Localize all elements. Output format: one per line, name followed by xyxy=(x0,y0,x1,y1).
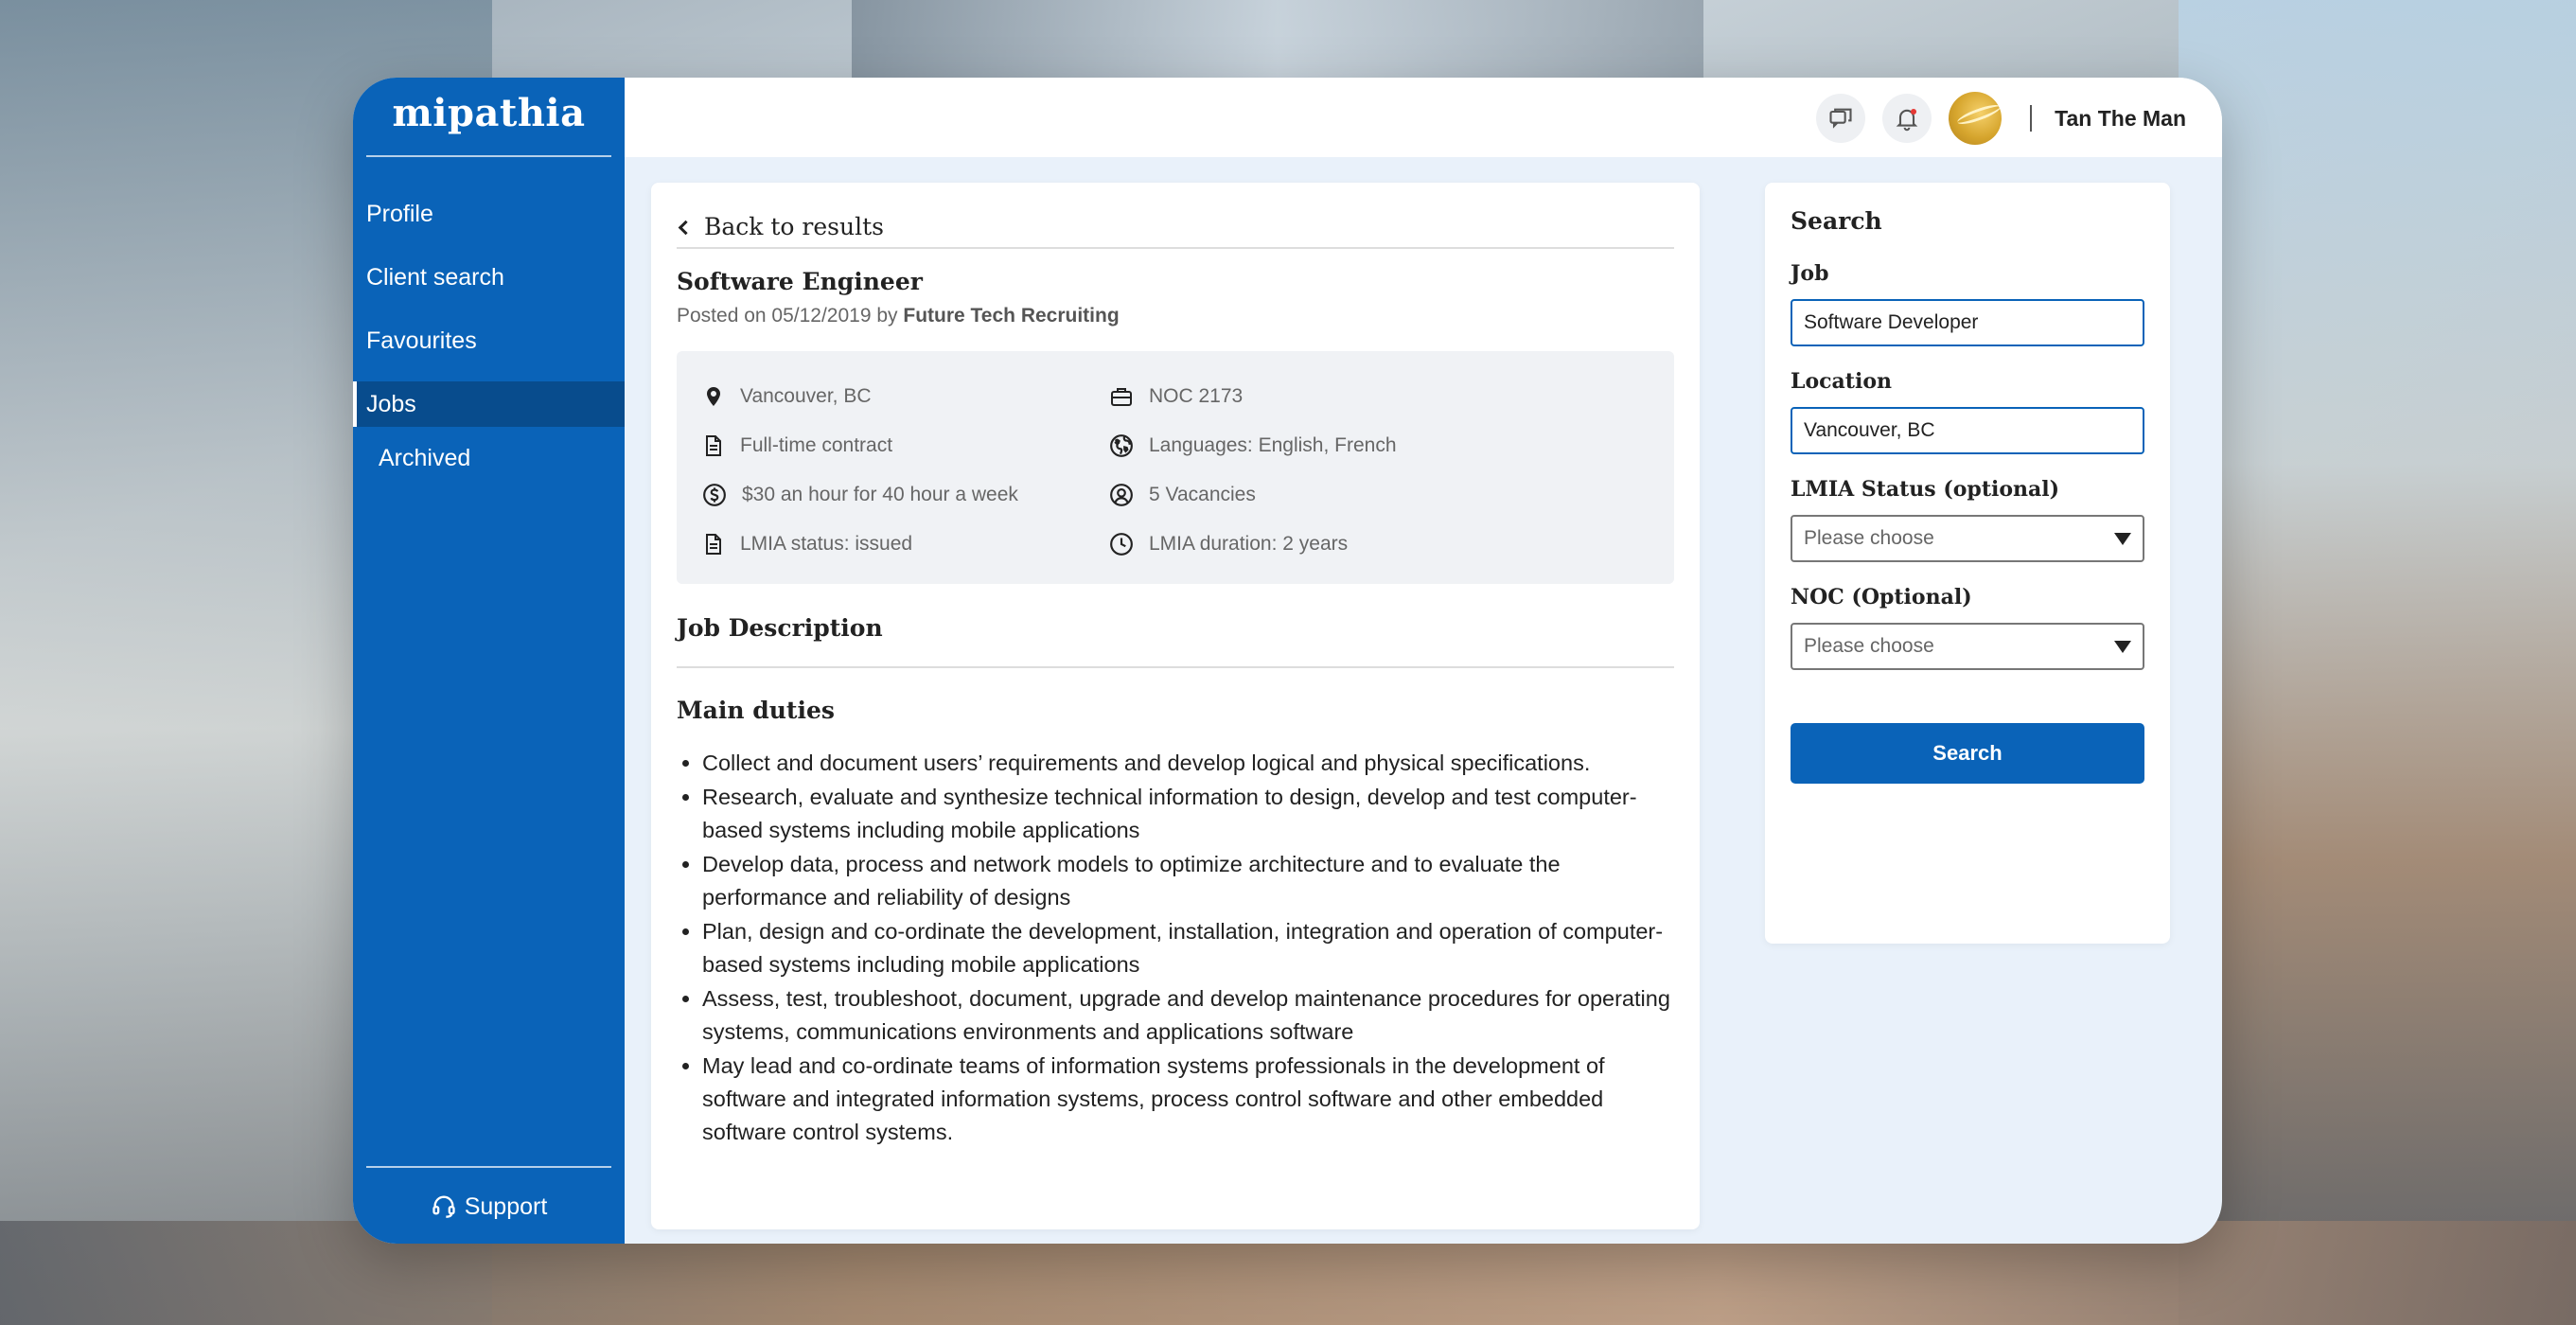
fact-location xyxy=(702,384,1109,409)
fact-lmia-status-text: LMIA status: issued xyxy=(740,533,913,555)
fact-vacancies xyxy=(1109,483,1649,507)
logo-divider xyxy=(366,155,611,157)
duties-list xyxy=(677,747,1674,1149)
fact-noc-text: NOC 2173 xyxy=(1149,385,1244,407)
job-label: Job xyxy=(1791,261,1829,286)
job-detail-card xyxy=(651,183,1700,1229)
header-divider xyxy=(2030,105,2032,132)
lmia-status-value: Please choose xyxy=(1804,527,1934,549)
sidebar-item-archived[interactable]: Archived xyxy=(379,445,471,471)
list-item: • Develop data, process and network models to optimize architecture and to evaluate the performance and reliability of designs xyxy=(702,848,1674,914)
sidebar-nav xyxy=(353,191,625,499)
top-bar xyxy=(625,78,2222,157)
sidebar-item-favourites[interactable]: Favourites xyxy=(366,327,477,354)
list-item: • Assess, test, troubleshoot, document, upgrade and develop maintenance procedures for operating systems, communications environments and applications software xyxy=(702,982,1674,1049)
fact-noc xyxy=(1109,385,1649,408)
fact-type-text: Full-time contract xyxy=(740,434,893,456)
noc-label: NOC (Optional) xyxy=(1791,585,1972,610)
job-facts xyxy=(677,351,1674,584)
sidebar-item-profile[interactable]: Profile xyxy=(366,201,433,227)
noc-value: Please choose xyxy=(1804,635,1934,657)
fact-pay-text: $30 an hour for 40 hour a week xyxy=(742,484,1018,505)
dropdown-arrow-icon xyxy=(2114,641,2131,653)
list-item: • Collect and document users’ requirements and develop logical and physical specifications. xyxy=(702,747,1674,780)
clock-icon xyxy=(1109,532,1134,556)
fact-type xyxy=(702,433,1109,458)
fact-vacancies-text: 5 Vacancies xyxy=(1149,484,1256,505)
sidebar-item-jobs[interactable]: Jobs xyxy=(353,381,625,427)
app-window xyxy=(353,78,2222,1244)
fact-languages-text: Languages: English, French xyxy=(1149,434,1397,456)
search-button[interactable]: Search xyxy=(1791,723,2144,784)
dollar-icon xyxy=(702,483,727,507)
briefcase-icon xyxy=(1109,385,1134,408)
username[interactable]: Tan The Man xyxy=(2055,105,2186,131)
bell-icon xyxy=(1894,105,1920,132)
logo[interactable]: mipathia xyxy=(392,91,586,135)
fact-pay xyxy=(702,483,1109,507)
posted-info xyxy=(677,305,1674,327)
location-input[interactable] xyxy=(1791,407,2144,454)
back-label: Back to results xyxy=(704,213,884,240)
fact-lmia-duration-text: LMIA duration: 2 years xyxy=(1149,533,1349,555)
back-to-results-link[interactable] xyxy=(677,205,1674,249)
dropdown-arrow-icon xyxy=(2114,533,2131,545)
main-duties-heading: Main duties xyxy=(677,697,835,724)
fact-location-text: Vancouver, BC xyxy=(740,385,872,407)
list-item: • Research, evaluate and synthesize technical information to design, develop and test computer-based systems including mobile applications xyxy=(702,781,1674,847)
location-pin-icon xyxy=(702,384,725,409)
messages-button[interactable] xyxy=(1816,94,1865,143)
job-input[interactable] xyxy=(1791,299,2144,346)
job-title: Software Engineer xyxy=(677,268,923,295)
notifications-button[interactable] xyxy=(1882,94,1932,143)
lmia-status-select[interactable] xyxy=(1791,515,2144,562)
search-panel xyxy=(1765,183,2170,944)
support-divider xyxy=(366,1166,611,1168)
list-item: • Plan, design and co-ordinate the development, installation, integration and operation of computer-based systems including mobile applications xyxy=(702,915,1674,981)
chevron-left-icon xyxy=(679,221,694,236)
location-label: Location xyxy=(1791,369,1892,394)
chat-icon xyxy=(1827,105,1854,132)
user-circle-icon xyxy=(1109,483,1134,507)
headset-icon xyxy=(431,1192,457,1219)
support-link[interactable] xyxy=(353,1192,625,1221)
document-icon xyxy=(702,433,725,458)
fact-languages xyxy=(1109,433,1649,458)
sidebar-item-client-search[interactable]: Client search xyxy=(366,264,504,291)
lmia-status-label: LMIA Status (optional) xyxy=(1791,477,2060,502)
job-description-heading: Job Description xyxy=(677,614,1674,668)
list-item: • May lead and co-ordinate teams of information systems professionals in the development of software and integrated information systems, process control software and other embedded software control systems. xyxy=(702,1050,1674,1149)
fact-lmia-status xyxy=(702,532,1109,556)
globe-icon xyxy=(1109,433,1134,458)
document-icon xyxy=(702,532,725,556)
avatar[interactable] xyxy=(1949,92,2002,145)
recruiter-link[interactable]: Future Tech Recruiting xyxy=(903,305,1120,327)
support-label: Support xyxy=(464,1193,548,1220)
search-heading: Search xyxy=(1791,207,1882,235)
noc-select[interactable] xyxy=(1791,623,2144,670)
posted-prefix: Posted on 05/12/2019 by xyxy=(677,305,898,327)
sidebar xyxy=(353,78,625,1244)
fact-lmia-duration xyxy=(1109,532,1649,556)
